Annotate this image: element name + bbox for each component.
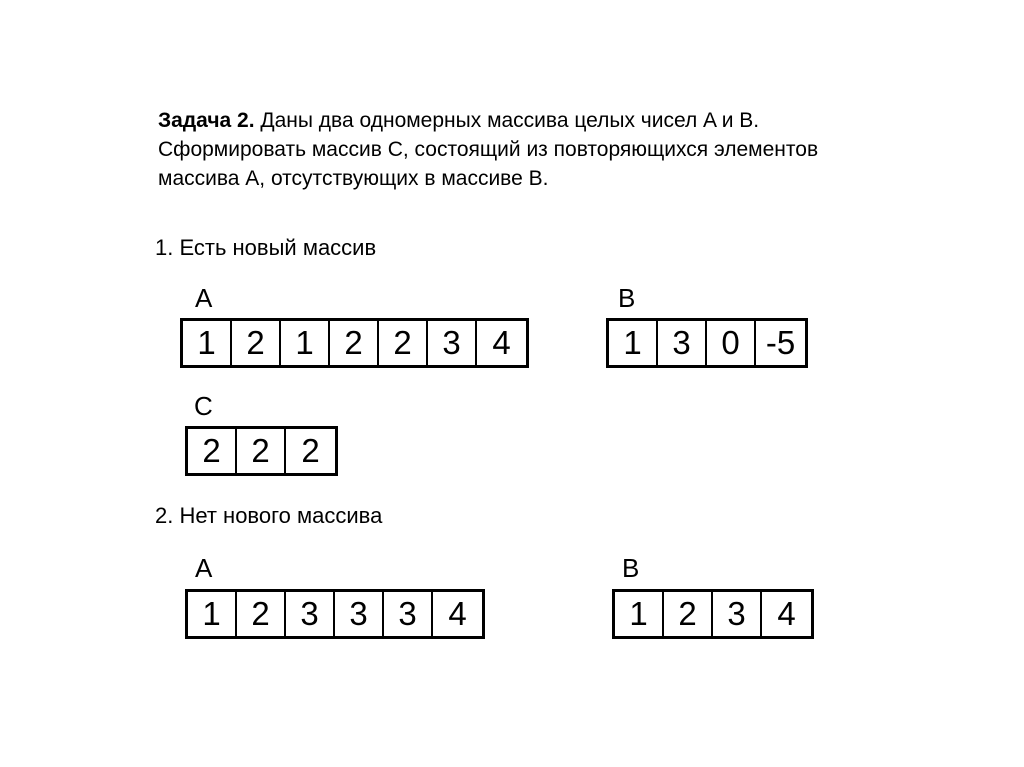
case2-array-b-cell: 1 xyxy=(615,592,664,636)
case2-array-b-cell: 2 xyxy=(664,592,713,636)
case2-array-b-label: B xyxy=(622,553,640,583)
task-statement xyxy=(158,106,878,193)
case1-array-a-cell: 2 xyxy=(232,321,281,365)
case2-array-b xyxy=(612,589,814,639)
case1-array-b-cell: 3 xyxy=(658,321,707,365)
case1-array-a-cell: 4 xyxy=(492,324,511,361)
case1-heading: 1. Есть новый массив xyxy=(155,235,377,260)
case1-array-a-cell: 3 xyxy=(428,321,477,365)
case1-array-c-cell: 2 xyxy=(237,429,286,473)
case2-array-a-cell: 3 xyxy=(384,592,433,636)
case1-array-b-cell: -5 xyxy=(765,324,796,361)
case1-array-b-cell: 1 xyxy=(609,321,658,365)
case2-array-a-cell: 3 xyxy=(335,592,384,636)
case1-array-b xyxy=(606,318,808,368)
case2-heading: 2. Нет нового массива xyxy=(155,503,383,528)
case2-array-b-cell: 3 xyxy=(713,592,762,636)
case1-array-c-cell: 2 xyxy=(301,432,320,469)
task-text: Даны два одномерных массива целых чисел A и B. Сформировать массив C, состоящий из повторяющихся элементов массива A, отсутствующих в массиве B. xyxy=(158,109,819,190)
case1-array-c-cell: 2 xyxy=(188,429,237,473)
case2-array-b-cell: 4 xyxy=(777,595,796,632)
task-title: Задача 2. xyxy=(158,109,255,132)
case1-array-b-label: B xyxy=(618,283,636,313)
case2-array-a-cell: 4 xyxy=(448,595,467,632)
case2-array-a-cell: 1 xyxy=(188,592,237,636)
case2-array-a-cell: 2 xyxy=(237,592,286,636)
case1-array-a-cell: 2 xyxy=(379,321,428,365)
case1-array-a xyxy=(180,318,529,368)
case2-array-a xyxy=(185,589,485,639)
case1-array-a-cell: 1 xyxy=(281,321,330,365)
case1-array-a-cell: 2 xyxy=(330,321,379,365)
case1-array-a-cell: 1 xyxy=(183,321,232,365)
case1-array-c xyxy=(185,426,338,476)
case2-array-a-cell: 3 xyxy=(286,592,335,636)
case1-array-c-label: C xyxy=(194,391,213,421)
case1-array-a-label: A xyxy=(195,283,213,313)
case2-array-a-label: A xyxy=(195,553,213,583)
case1-array-b-cell: 0 xyxy=(707,321,756,365)
